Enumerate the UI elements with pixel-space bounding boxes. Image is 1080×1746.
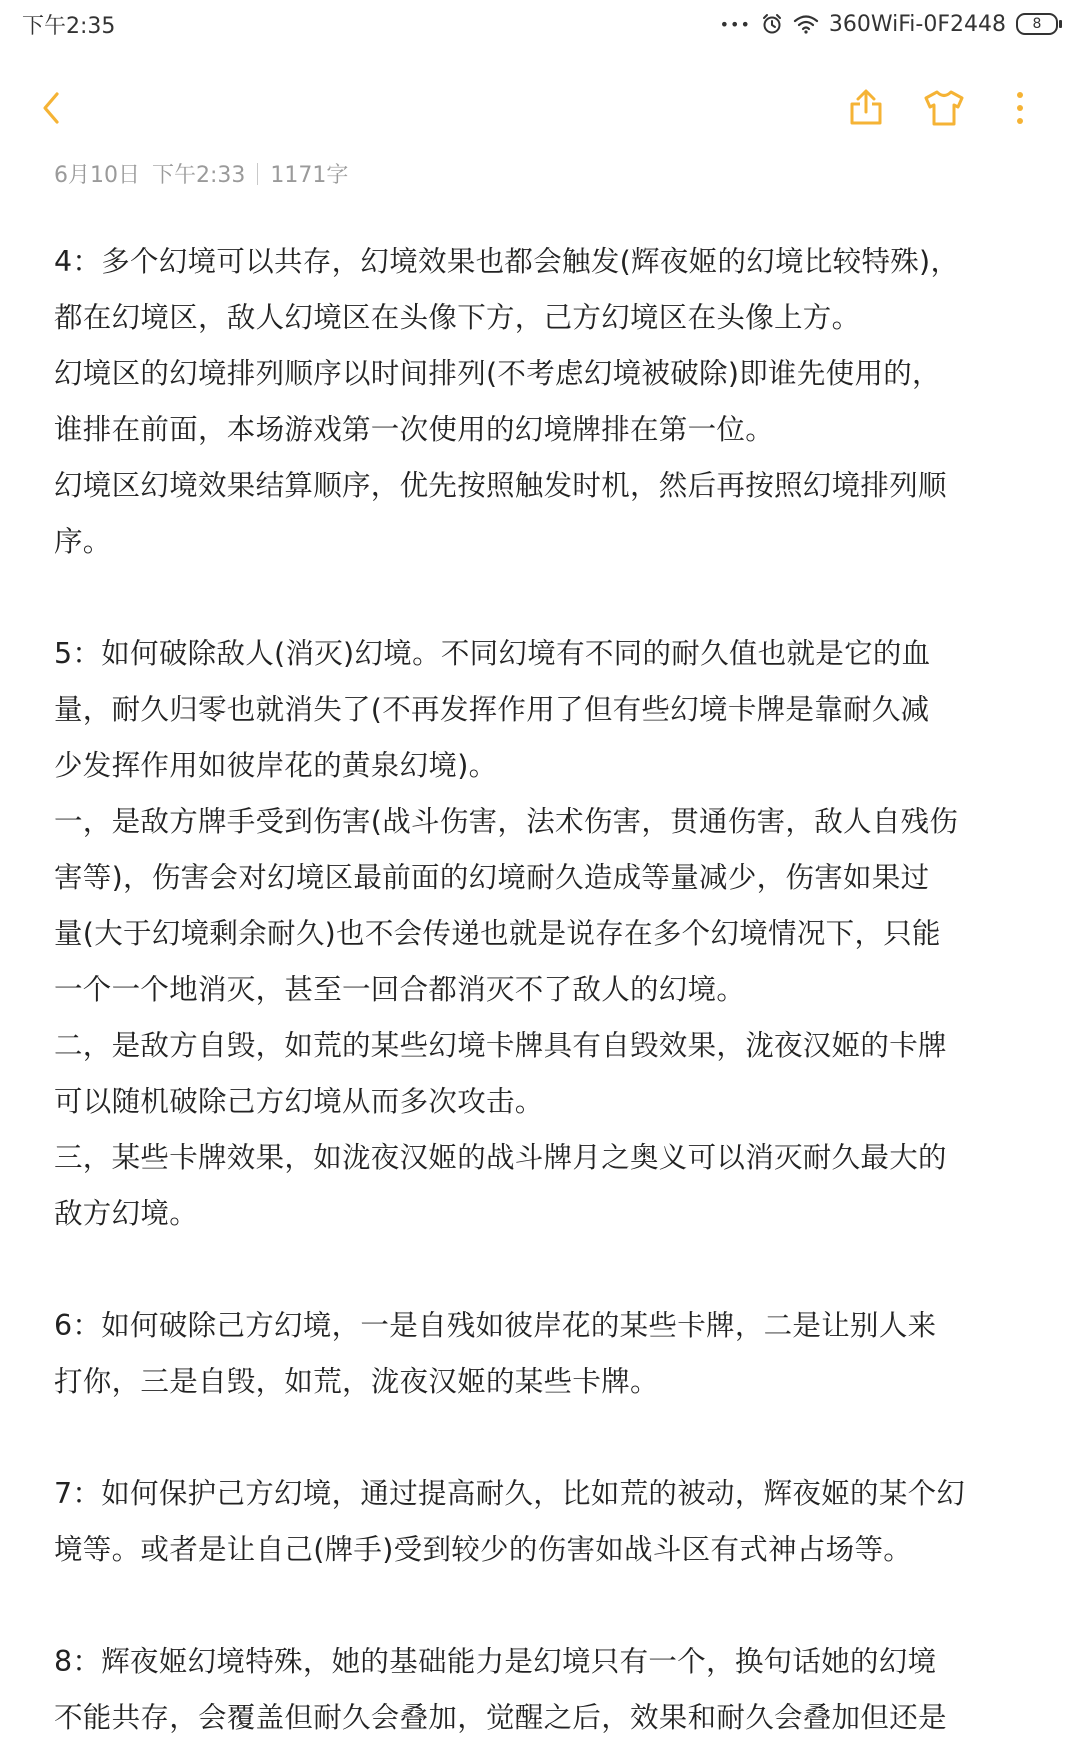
blank-line: [54, 1242, 1004, 1298]
alarm-icon: [761, 13, 783, 35]
note-line: 5：如何破除敌人(消灭)幻境。不同幻境有不同的耐久值也就是它的血: [54, 637, 931, 670]
note-line: 幻境区的幻境排列顺序以时间排列(不考虑幻境被破除)即谁先使用的，: [54, 357, 941, 390]
more-vertical-icon: [1015, 90, 1025, 130]
note-line: 谁排在前面，本场游戏第一次使用的幻境牌排在第一位。: [54, 413, 775, 446]
status-time: 下午2:35: [22, 13, 116, 39]
note-word-count: 1171字: [270, 163, 349, 188]
note-line: 不能共存，会覆盖但耐久会叠加，觉醒之后，效果和耐久会叠加但还是: [54, 1701, 947, 1734]
note-meta: [54, 158, 348, 189]
note-line: 量(大于幻境剩余耐久)也不会传递也就是说存在多个幻境情况下，只能: [54, 917, 941, 950]
note-date: 6月10日: [54, 163, 140, 188]
note-line: 境等。或者是让自己(牌手)受到较少的伤害如战斗区有式神占场等。: [54, 1533, 913, 1566]
note-line: 量，耐久归零也就消失了(不再发挥作用了但有些幻境卡牌是靠耐久减: [54, 693, 930, 726]
chevron-left-icon: [37, 88, 67, 132]
share-icon: [846, 88, 886, 132]
note-line: 一个一个地消灭，甚至一回合都消灭不了敌人的幻境。: [54, 973, 746, 1006]
note-line: 8：辉夜姬幻境特殊，她的基础能力是幻境只有一个，换句话她的幻境: [54, 1645, 937, 1678]
note-line: 序。: [54, 525, 112, 558]
theme-button[interactable]: [914, 80, 974, 140]
wifi-name: 360WiFi-0F2448: [828, 11, 1006, 37]
note-line: 害等)，伤害会对幻境区最前面的幻境耐久造成等量减少，伤害如果过: [54, 861, 930, 894]
blank-line: [54, 1578, 1004, 1634]
note-line: 7：如何保护己方幻境，通过提高耐久，比如荒的被动，辉夜姬的某个幻: [54, 1477, 966, 1510]
note-line: 幻境区幻境效果结算顺序，优先按照触发时机，然后再按照幻境排列顺: [54, 469, 947, 502]
share-button[interactable]: [836, 80, 896, 140]
more-button[interactable]: [990, 80, 1050, 140]
status-bar: [0, 0, 1080, 48]
blank-line: [54, 570, 1004, 626]
note-line: 少发挥作用如彼岸花的黄泉幻境)。: [54, 749, 498, 782]
battery-icon: [1016, 13, 1058, 35]
notification-dots: •••: [719, 14, 751, 34]
note-line: 三，某些卡牌效果，如泷夜汉姬的战斗牌月之奥义可以消灭耐久最大的: [54, 1141, 947, 1174]
note-time: 下午2:33: [152, 163, 246, 188]
blank-line: [54, 1410, 1004, 1466]
note-line: 一，是敌方牌手受到伤害(战斗伤害，法术伤害，贯通伤害，敌人自残伤: [54, 805, 959, 838]
status-right: [720, 12, 1058, 37]
note-line: 敌方幻境。: [54, 1197, 199, 1230]
meta-divider: [257, 163, 258, 185]
battery-level: 8: [1032, 16, 1042, 32]
note-line: 打你，三是自毁，如荒，泷夜汉姬的某些卡牌。: [54, 1365, 659, 1398]
note-line: 4：多个幻境可以共存，幻境效果也都会触发(辉夜姬的幻境比较特殊)，: [54, 245, 960, 278]
toolbar: [0, 60, 1080, 140]
tshirt-icon: [922, 88, 966, 132]
wifi-icon: [793, 14, 819, 34]
note-body[interactable]: [54, 234, 1004, 1746]
back-button[interactable]: [22, 80, 82, 140]
note-line: 6：如何破除己方幻境，一是自残如彼岸花的某些卡牌，二是让别人来: [54, 1309, 937, 1342]
note-line: 可以随机破除己方幻境从而多次攻击。: [54, 1085, 544, 1118]
note-line: 都在幻境区，敌人幻境区在头像下方，己方幻境区在头像上方。: [54, 301, 861, 334]
note-line: 二，是敌方自毁，如荒的某些幻境卡牌具有自毁效果，泷夜汉姬的卡牌: [54, 1029, 947, 1062]
